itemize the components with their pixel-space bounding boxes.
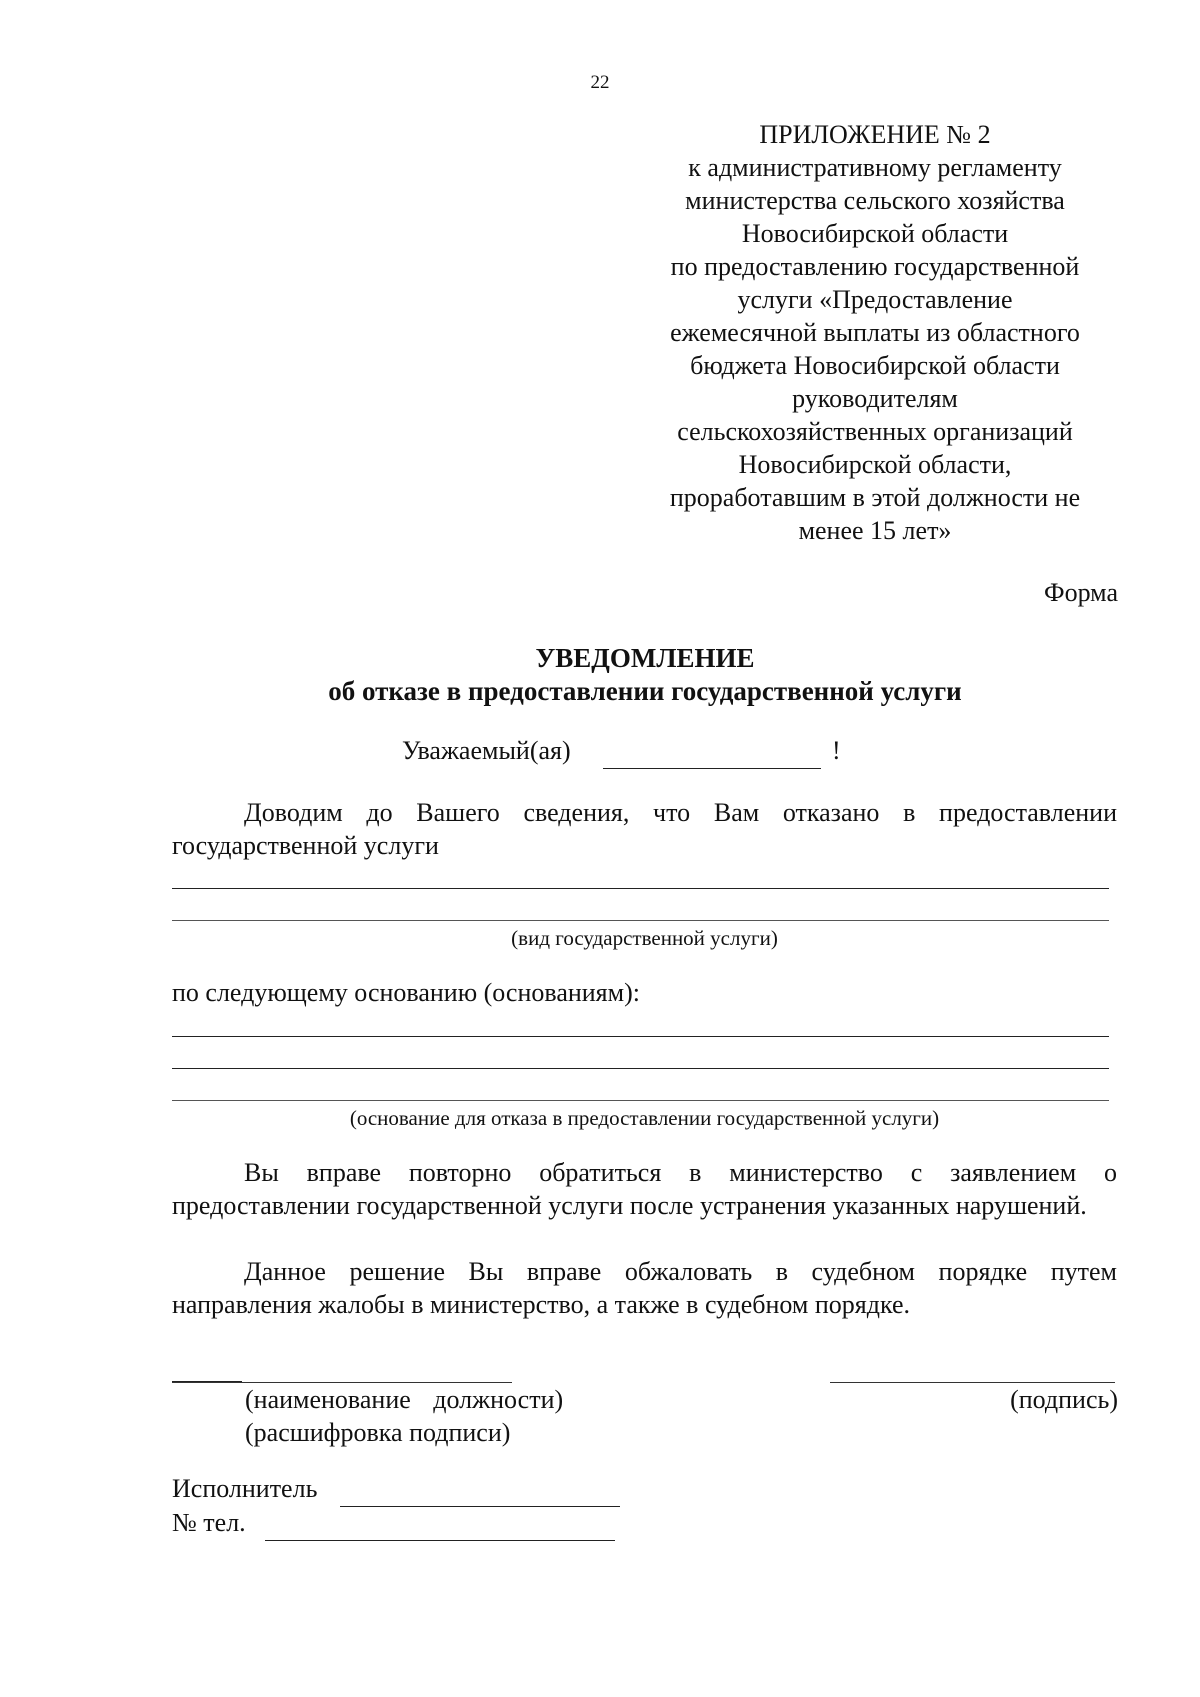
appendix-line: по предоставлению государственной <box>670 252 1080 281</box>
phone-label: № тел. <box>172 1508 246 1537</box>
appendix-line: Новосибирской области, <box>738 450 1012 479</box>
greeting-suffix: ! <box>832 736 841 765</box>
phone-line[interactable] <box>265 1540 615 1541</box>
greeting-prefix: Уважаемый(ая) <box>402 736 571 765</box>
appeal-paragraph: Данное решение Вы вправе обжаловать в судебном порядке путем направления жалобы в министерство, а также в судебном порядке. <box>172 1257 1117 1319</box>
appendix-line: проработавшим в этой должности не <box>669 483 1081 512</box>
appendix-line: руководителям <box>792 384 958 413</box>
appendix-line: ПРИЛОЖЕНИЕ № 2 <box>759 120 991 149</box>
position-caption: (наименование должности) <box>245 1385 564 1414</box>
service-line-1[interactable] <box>172 888 1109 889</box>
position-signature-line-accent <box>172 1381 242 1382</box>
appendix-line: к административному регламенту <box>688 153 1062 182</box>
basis-label: по следующему основанию (основаниям): <box>172 978 640 1007</box>
right-paragraph: Вы вправе повторно обратиться в министерство с заявлением о предоставлении государственной услуги после устранения указанных нарушений. <box>172 1158 1117 1220</box>
title-main: УВЕДОМЛЕНИЕ <box>535 643 755 673</box>
basis-line-2[interactable] <box>172 1068 1109 1069</box>
notice-paragraph: Доводим до Вашего сведения, что Вам отказано в предоставлении государственной услуги <box>172 798 1117 860</box>
appendix-line: бюджета Новосибирской области <box>690 351 1060 380</box>
basis-line-3[interactable] <box>172 1100 1109 1101</box>
service-line-2[interactable] <box>172 920 1109 921</box>
signature-caption: (подпись) <box>1010 1385 1118 1414</box>
appendix-line: сельскохозяйственных организаций <box>677 417 1073 446</box>
document-title <box>0 642 1200 708</box>
executor-line[interactable] <box>340 1506 620 1507</box>
appendix-line: менее 15 лет» <box>798 516 952 545</box>
basis-line-1[interactable] <box>172 1036 1109 1037</box>
basis-caption: (основание для отказа в предоставлении государственной услуги) <box>349 1106 940 1130</box>
page-number: 22 <box>590 72 610 93</box>
recipient-name-line[interactable] <box>603 768 821 769</box>
appendix-line: министерства сельского хозяйства <box>685 186 1065 215</box>
service-caption: (вид государственной услуги) <box>511 926 778 950</box>
position-signature-line[interactable] <box>172 1382 512 1383</box>
form-label: Форма <box>1044 578 1118 607</box>
appendix-line: услуги «Предоставление <box>737 285 1013 314</box>
signature-line[interactable] <box>830 1382 1115 1383</box>
appendix-line: Новосибирской области <box>741 219 1009 248</box>
appendix-line: ежемесячной выплаты из областного <box>670 318 1080 347</box>
title-sub: об отказе в предоставлении государственной услуги <box>328 676 962 706</box>
appendix-block <box>640 118 1110 547</box>
decode-caption: (расшифровка подписи) <box>245 1418 511 1447</box>
executor-label: Исполнитель <box>172 1474 318 1503</box>
